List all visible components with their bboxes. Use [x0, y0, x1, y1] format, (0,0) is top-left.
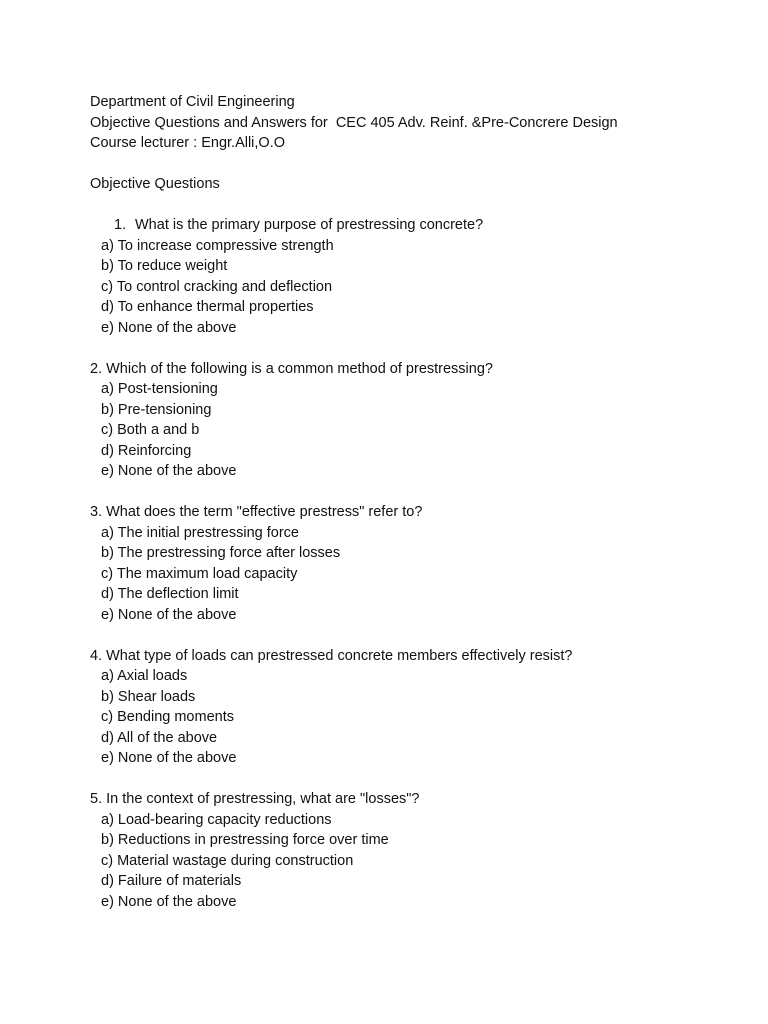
course-title: Objective Questions and Answers for CEC 405 Adv. Reinf. &Pre-Concrere Design: [90, 114, 618, 131]
question-number: 5.: [90, 791, 103, 807]
question-text: What does the term "effective prestress" refer to?: [106, 504, 423, 520]
option-2d: d) Reinforcing: [101, 442, 192, 459]
spacer: [90, 482, 750, 503]
spacer: [90, 338, 750, 359]
course-lecturer: Course lecturer : Engr.Alli,O.O: [90, 135, 286, 151]
option-3e: e) None of the above: [101, 606, 237, 623]
option-2b: b) Pre-tensioning: [101, 401, 212, 418]
option-4a: a) Axial loads: [101, 668, 188, 684]
option-2c: c) Both a and b: [101, 422, 200, 438]
option-5d: d) Failure of materials: [101, 873, 242, 889]
spacer: [90, 769, 750, 790]
option-3b: b) The prestressing force after losses: [101, 545, 341, 561]
option-4b: b) Shear loads: [101, 688, 196, 705]
spacer: [90, 195, 750, 216]
option-3d: d) The deflection limit: [101, 586, 239, 602]
question-number: 2.: [90, 360, 103, 377]
section-title: Objective Questions: [90, 176, 220, 192]
question-2: [90, 359, 750, 380]
question-1: [90, 215, 750, 236]
spacer: [90, 154, 750, 175]
document-page: [90, 92, 750, 912]
question-text: In the context of prestressing, what are "losses"?: [106, 791, 420, 807]
question-number: 1.: [114, 217, 127, 233]
option-5a: a) Load-bearing capacity reductions: [101, 811, 332, 828]
option-4c: c) Bending moments: [101, 709, 234, 725]
option-1a: a) To increase compressive strength: [101, 237, 334, 254]
department-heading: Department of Civil Engineering: [90, 94, 295, 110]
option-4d: d) All of the above: [101, 729, 218, 746]
option-5b: b) Reductions in prestressing force over time: [101, 832, 389, 848]
spacer: [90, 625, 750, 646]
option-3c: c) The maximum load capacity: [101, 565, 298, 582]
question-number: 3.: [90, 504, 103, 520]
option-1d: d) To enhance thermal properties: [101, 299, 314, 315]
option-3a: a) The initial prestressing force: [101, 524, 299, 541]
question-text: Which of the following is a common method of prestressing?: [106, 360, 493, 377]
option-4e: e) None of the above: [101, 750, 237, 766]
option-1b: b) To reduce weight: [101, 258, 228, 274]
question-number: 4.: [90, 647, 103, 664]
question-text: What is the primary purpose of prestressing concrete?: [135, 217, 484, 233]
option-2e: e) None of the above: [101, 463, 237, 479]
question-text: What type of loads can prestressed concrete members effectively resist?: [106, 647, 573, 664]
question-3: [90, 502, 750, 523]
question-4: [90, 646, 750, 667]
option-5e: e) None of the above: [101, 893, 237, 910]
option-2a: a) Post-tensioning: [101, 381, 218, 397]
option-5c: c) Material wastage during construction: [101, 852, 354, 869]
question-5: [90, 789, 750, 810]
option-1e: e) None of the above: [101, 319, 237, 336]
option-1c: c) To control cracking and deflection: [101, 278, 333, 295]
